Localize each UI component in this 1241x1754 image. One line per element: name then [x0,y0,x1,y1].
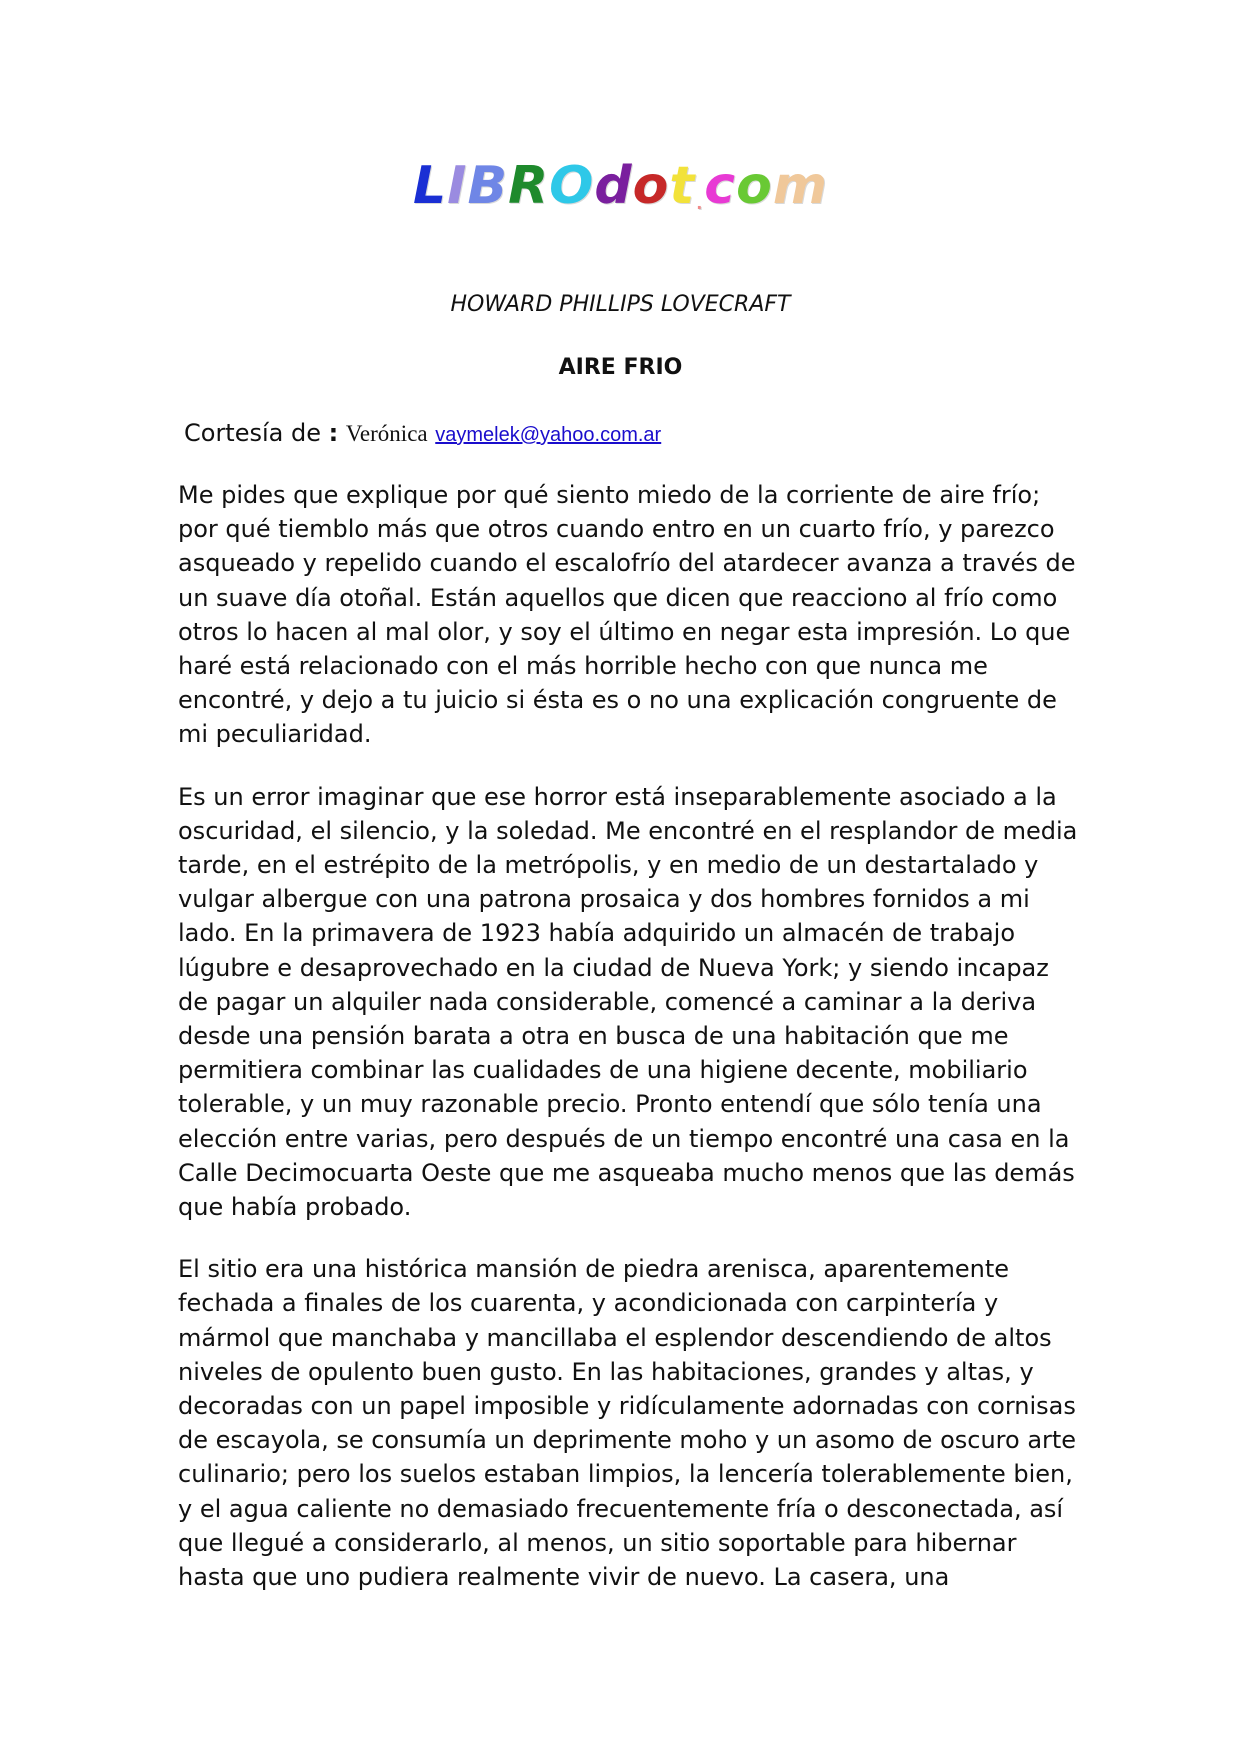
logo-letter: B [467,156,509,216]
librodot-logo [0,150,1241,240]
paragraph: Me pides que explique por qué siento miedo de la corriente de aire frío; por qué tiemblo más que otros cuando entro en un cuarto frío, y parezco asqueado y repelido cuando el escalofrío del atardecer avanza a través de un suave día otoñal. Están aquellos que dicen que reacciono al frío como otros lo hacen al mal olor, y soy el último en negar esta impresión. Lo que haré está relacionado con el más horrible hecho con que nunca me encontré, y dejo a tu juicio si ésta es o no una explicación congruente de mi peculiaridad. [178,481,1076,749]
logo-letter: m [772,156,829,216]
logo-letter: . [696,194,704,213]
courtesy-name: Verónica [345,421,428,446]
story-title: AIRE FRIO [558,355,683,380]
courtesy-line [184,416,661,452]
author-name: HOWARD PHILLIPS LOVECRAFT [450,292,791,317]
courtesy-email-link[interactable]: vaymelek@yahoo.com.ar [435,424,662,446]
logo-letter: c [704,156,737,216]
logo-letter: t [669,156,696,216]
paragraph: El sitio era una histórica mansión de piedra arenisca, aparentemente fechada a finales de los cuarenta, y acondicionada con carpintería y mármol que manchaba y mancillaba el esplendor descendiendo de altos niveles de opulento buen gusto. En las habitaciones, grandes y altas, y decoradas con un papel imposible y ridículamente adornadas con cornisas de escayola, se consumía un deprimente moho y un asomo de oscuro arte culinario; pero los suelos estaban limpios, la lencería tolerablemente bien, y el agua caliente no demasiado frecuentemente fría o desconectada, así que llegué a considerarlo, al menos, un sitio soportable para hibernar hasta que uno pudiera realmente vivir de nuevo. La casera, una [178,1255,1077,1592]
courtesy-label: Cortesía de [184,419,329,447]
logo-letter: O [549,156,595,216]
paragraph: Es un error imaginar que ese horror está inseparablemente asociado a la oscuridad, el silencio, y la soledad. Me encontré en el resplandor de media tarde, en el estrépito de la metrópolis, y en medio de un destartalado y vulgar albergue con una patrona prosaica y dos hombres fornidos a mi lado. En la primavera de 1923 había adquirido un almacén de trabajo lúgubre e desaprovechado en la ciudad de Nueva York; y siendo incapaz de pagar un alquiler nada considerable, comencé a caminar a la deriva desde una pensión barata a otra en busca de una habitación que me permitiera combinar las cualidades de una higiene decente, mobiliario tolerable, y un muy razonable precio. Pronto entendí que sólo tenía una elección entre varias, pero después de un tiempo encontré una casa en la Calle Decimocuarta Oeste que me asqueaba mucho menos que las demás que había probado. [178,782,1078,1222]
logo-letter: o [632,156,670,216]
logo-letter: o [736,156,773,216]
logo-letter: d [594,156,633,216]
logo-letter: R [508,156,550,216]
story-body [178,478,1084,1622]
courtesy-colon: : [328,419,339,447]
logo-letter: L [412,156,448,216]
logo-letter: I [447,156,468,216]
